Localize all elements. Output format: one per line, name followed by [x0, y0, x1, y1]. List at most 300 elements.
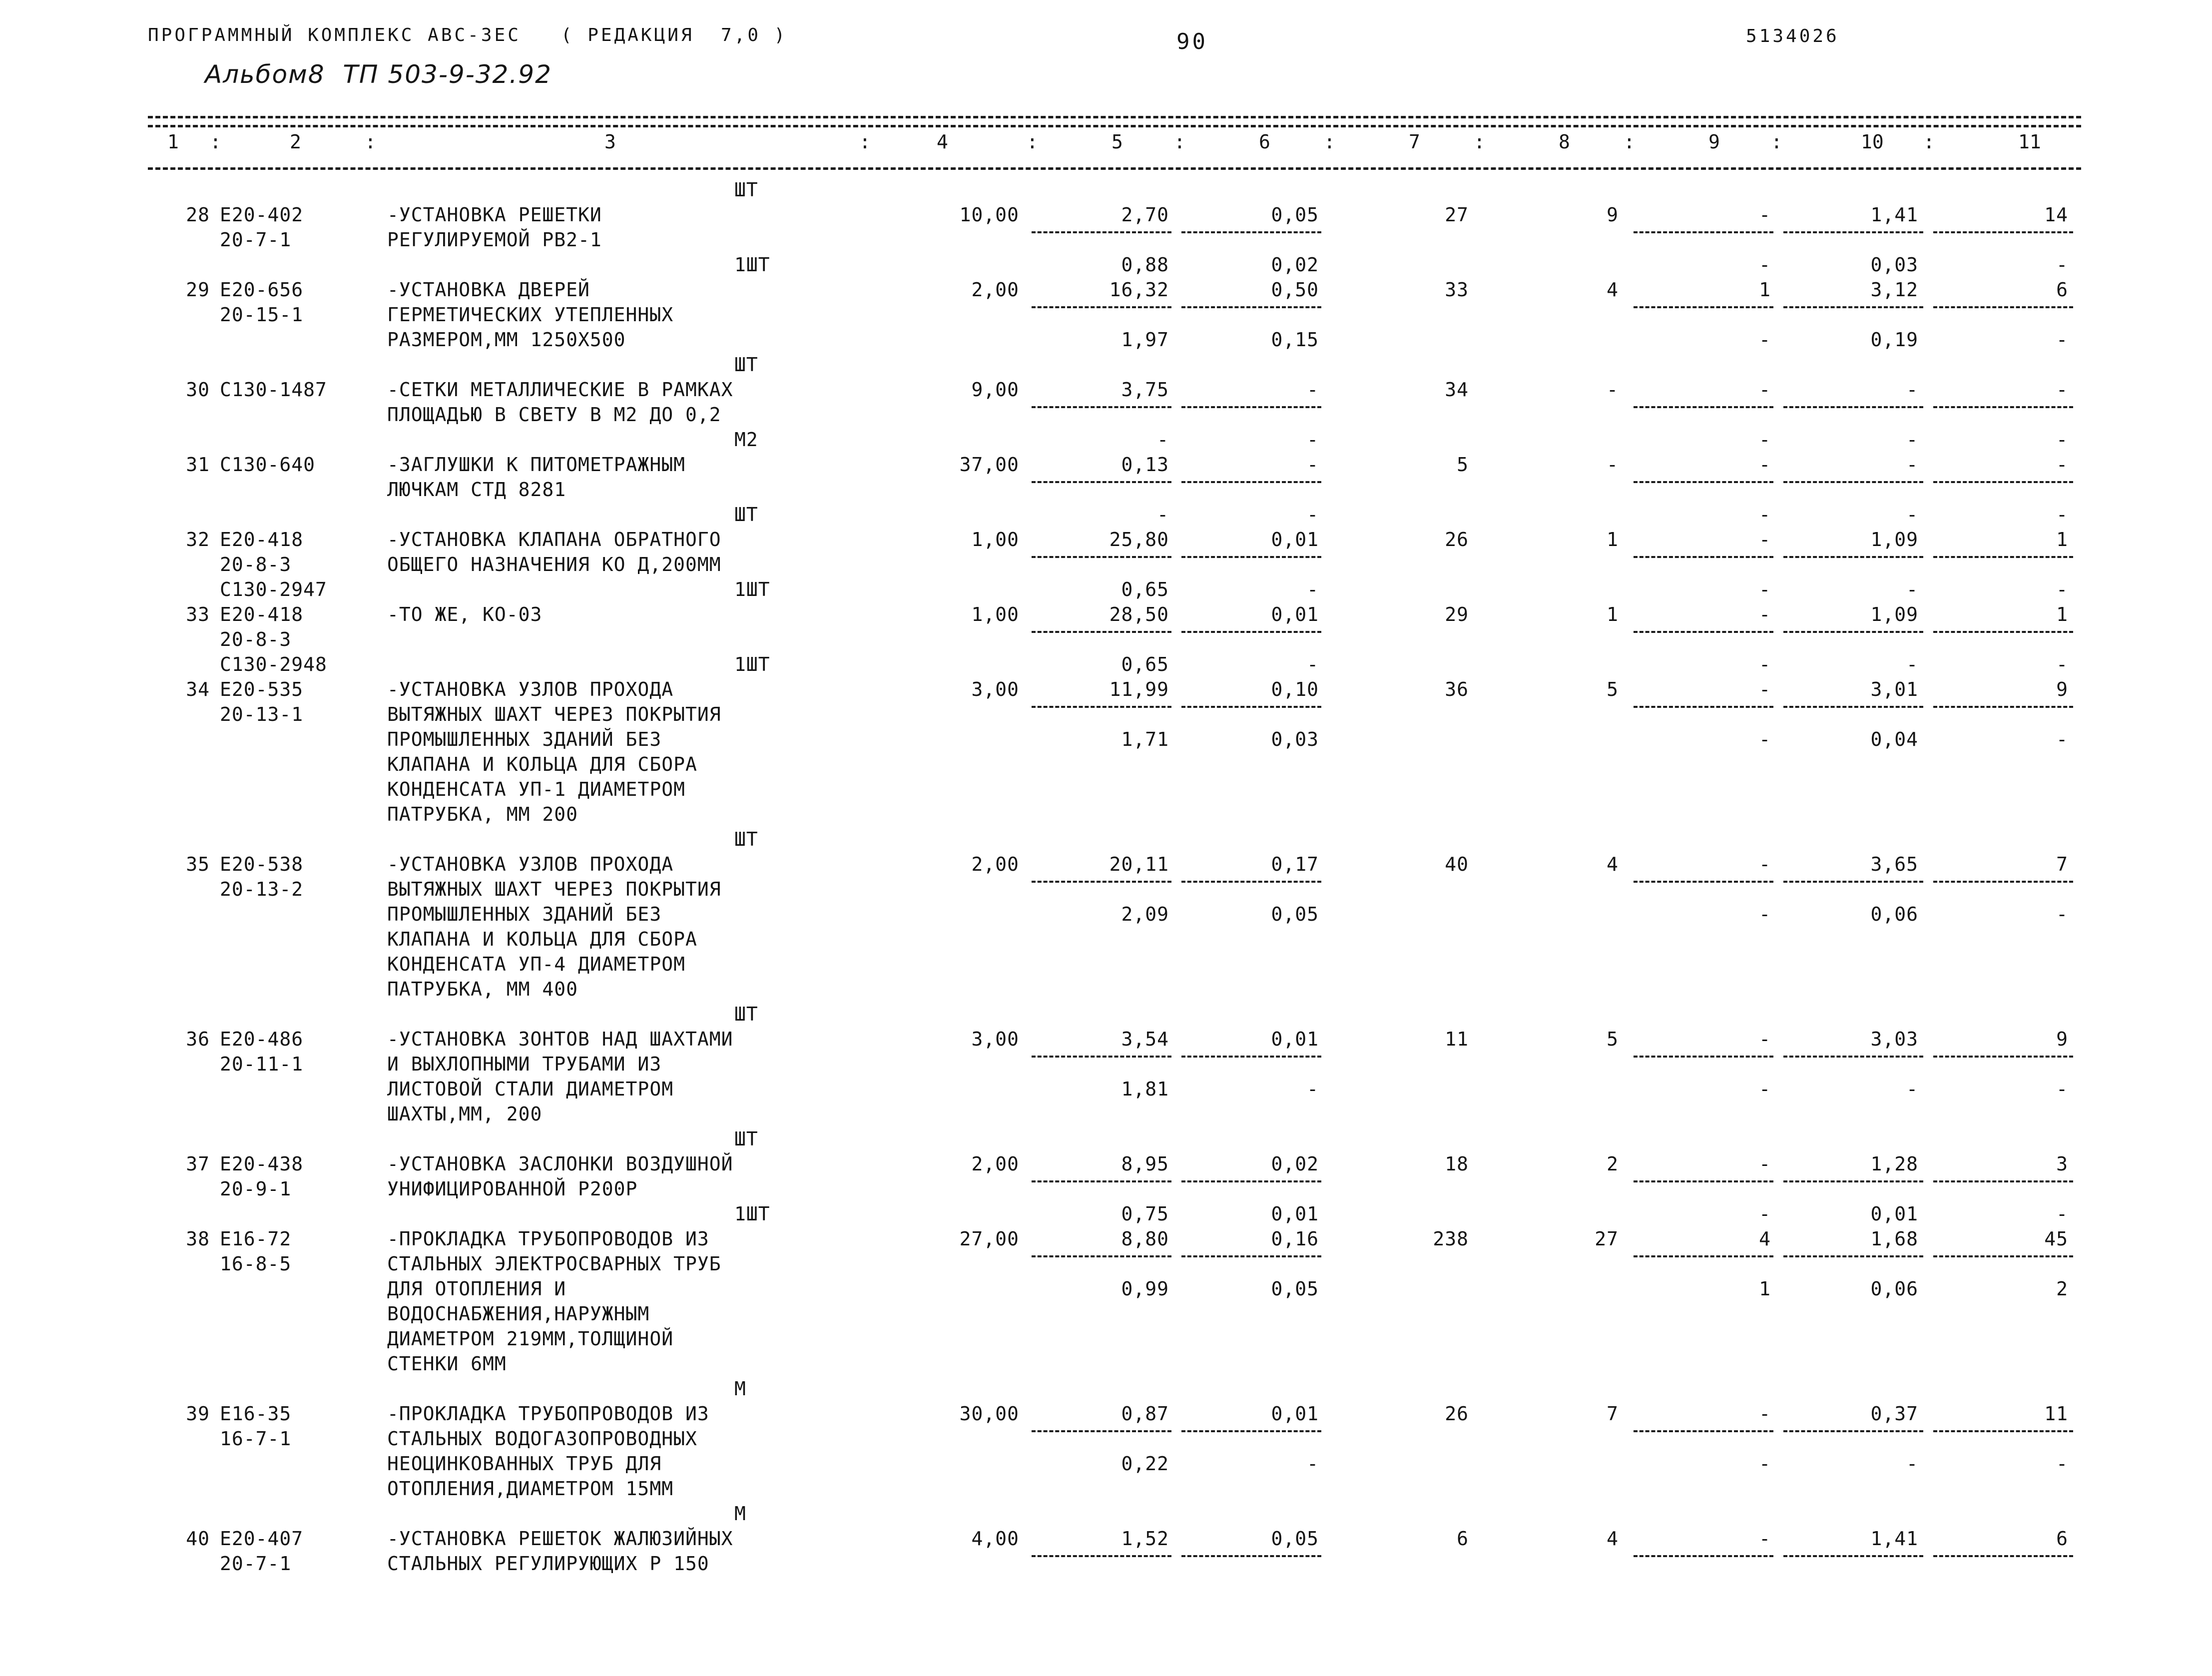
value-c9-denominator: -	[1759, 329, 1771, 351]
work-description: СТАЛЬНЫХ ЭЛЕКТРОСВАРНЫХ ТРУБ	[387, 1253, 721, 1275]
value-c11-numerator: -	[2056, 379, 2068, 401]
value-c5-numerator: 0,13	[1121, 454, 1169, 476]
value-c9-numerator: -	[1759, 529, 1771, 551]
value-c9-numerator: -	[1759, 1028, 1771, 1050]
fraction-line	[1032, 1430, 1171, 1432]
value-c5-denominator: -	[1157, 504, 1169, 526]
value-c6-denominator: 0,01	[1271, 1203, 1319, 1225]
column-separator: :	[1324, 131, 1335, 153]
value-c6-denominator: -	[1307, 429, 1319, 451]
column-separator: :	[1923, 131, 1935, 153]
value-c10-denominator: 0,06	[1870, 1278, 1918, 1300]
value-c6-denominator: -	[1307, 578, 1319, 600]
fraction-line	[1634, 406, 1773, 408]
work-description: СТАЛЬНЫХ ВОДОГАЗОПРОВОДНЫХ	[387, 1428, 697, 1450]
value-c10-numerator: 3,03	[1870, 1028, 1918, 1050]
fraction-line	[1032, 1180, 1171, 1182]
value-c8: -	[1607, 454, 1619, 476]
value-c11-denominator: -	[2056, 578, 2068, 600]
value-c10-numerator: 1,41	[1870, 1528, 1918, 1550]
fraction-line	[1181, 631, 1321, 633]
value-c5-denominator: 0,99	[1121, 1278, 1169, 1300]
value-c5-numerator: 3,54	[1121, 1028, 1169, 1050]
work-description: РАЗМЕРОМ,ММ 1250Х500	[387, 329, 626, 351]
value-c9-denominator: -	[1759, 653, 1771, 675]
value-c8: 4	[1607, 279, 1619, 301]
value-c9-denominator: -	[1759, 429, 1771, 451]
value-c6-numerator: -	[1307, 379, 1319, 401]
value-qty: 27,00	[959, 1228, 1019, 1250]
norm-code: С130-640	[220, 454, 316, 476]
value-qty: 10,00	[959, 204, 1019, 226]
column-header-11: 11	[2018, 131, 2041, 153]
fraction-line	[1181, 881, 1321, 883]
value-c9-denominator: -	[1759, 1078, 1771, 1100]
work-description: ВОДОСНАБЖЕНИЯ,НАРУЖНЫМ	[387, 1303, 650, 1325]
fraction-line	[1634, 881, 1773, 883]
fraction-line	[1634, 631, 1773, 633]
fraction-line	[1933, 231, 2073, 233]
work-description: ПАТРУБКА, ММ 200	[387, 803, 578, 825]
value-c11-denominator: -	[2056, 653, 2068, 675]
column-separator: :	[1027, 131, 1038, 153]
work-description: ОТОПЛЕНИЯ,ДИАМЕТРОМ 15ММ	[387, 1478, 674, 1500]
work-description: -СЕТКИ МЕТАЛЛИЧЕСКИЕ В РАМКАХ	[387, 379, 733, 401]
value-c5-denominator: 0,88	[1121, 254, 1169, 276]
column-header-8: 8	[1559, 131, 1570, 153]
value-c7: 33	[1445, 279, 1469, 301]
value-c10-denominator: -	[1906, 429, 1918, 451]
value-c5-numerator: 25,80	[1109, 529, 1169, 551]
value-qty: 1,00	[971, 529, 1019, 551]
fraction-line	[1634, 556, 1773, 558]
value-c10-numerator: 1,41	[1870, 204, 1918, 226]
value-qty: 9,00	[971, 379, 1019, 401]
value-c7: 5	[1457, 454, 1469, 476]
fraction-line	[1032, 481, 1171, 483]
fraction-line	[1181, 1056, 1321, 1058]
work-description: ВЫТЯЖНЫХ ШАХТ ЧЕРЕЗ ПОКРЫТИЯ	[387, 878, 721, 900]
column-separator: :	[1771, 131, 1782, 153]
fraction-line	[1783, 1430, 1923, 1432]
value-c10-denominator: 0,01	[1870, 1203, 1918, 1225]
value-c11-denominator: -	[2056, 329, 2068, 351]
fraction-line	[1783, 1555, 1923, 1557]
table-row	[0, 1201, 2212, 1376]
value-c7: 27	[1445, 204, 1469, 226]
value-c10-numerator: 1,09	[1870, 603, 1918, 625]
value-c6-numerator: 0,50	[1271, 279, 1319, 301]
value-c6-numerator: 0,01	[1271, 1028, 1319, 1050]
value-c10-denominator: -	[1906, 653, 1918, 675]
value-c6-denominator: 0,02	[1271, 254, 1319, 276]
norm-code: Е20-407	[220, 1528, 304, 1550]
value-c9-denominator: -	[1759, 504, 1771, 526]
work-description: -УСТАНОВКА РЕШЕТОК ЖАЛЮЗИЙНЫХ	[387, 1528, 733, 1550]
value-qty: 3,00	[971, 1028, 1019, 1050]
row-number: 31	[186, 454, 210, 476]
value-c9-numerator: -	[1759, 1153, 1771, 1175]
column-separator: :	[859, 131, 871, 153]
value-c5-denominator: -	[1157, 429, 1169, 451]
value-c6-numerator: 0,01	[1271, 529, 1319, 551]
fraction-line	[1933, 306, 2073, 308]
work-description: СТЕНКИ 6ММ	[387, 1353, 507, 1375]
unit-label: М	[734, 1378, 746, 1400]
row-number: 34	[186, 678, 210, 700]
value-c7: 26	[1445, 529, 1469, 551]
column-separator: :	[1174, 131, 1185, 153]
unit-label: 1ШТ	[734, 653, 770, 675]
row-number: 33	[186, 603, 210, 625]
column-header-6: 6	[1259, 131, 1270, 153]
page-number: 90	[1176, 29, 1208, 54]
value-c6-numerator: 0,16	[1271, 1228, 1319, 1250]
column-header-9: 9	[1708, 131, 1720, 153]
work-description: СТАЛЬНЫХ РЕГУЛИРУЮЩИХ Р 150	[387, 1553, 709, 1575]
value-c11-numerator: 3	[2056, 1153, 2068, 1175]
value-c9-numerator: -	[1759, 1528, 1771, 1550]
value-c9-denominator: 1	[1759, 1278, 1771, 1300]
value-c11-numerator: 6	[2056, 1528, 2068, 1550]
header-rule	[148, 125, 2081, 127]
work-description: И ВЫХЛОПНЫМИ ТРУБАМИ ИЗ	[387, 1053, 662, 1075]
fraction-line	[1181, 706, 1321, 708]
work-description: ВЫТЯЖНЫХ ШАХТ ЧЕРЕЗ ПОКРЫТИЯ	[387, 703, 721, 725]
row-number: 37	[186, 1153, 210, 1175]
unit-label: 1ШТ	[734, 1203, 770, 1225]
work-description: -УСТАНОВКА УЗЛОВ ПРОХОДА	[387, 853, 674, 875]
fraction-line	[1783, 1056, 1923, 1058]
program-header: ПРОГРАММНЫЙ КОМПЛЕКС АВС-3ЕС ( РЕДАКЦИЯ 7,0 )	[148, 25, 788, 45]
value-c6-denominator: -	[1307, 1453, 1319, 1475]
work-description: КЛАПАНА И КОЛЬЦА ДЛЯ СБОРА	[387, 928, 697, 950]
value-c10-denominator: -	[1906, 1078, 1918, 1100]
work-description: -УСТАНОВКА РЕШЕТКИ	[387, 204, 602, 226]
value-c9-numerator: -	[1759, 853, 1771, 875]
row-number: 29	[186, 279, 210, 301]
work-description: КОНДЕНСАТА УП-1 ДИАМЕТРОМ	[387, 778, 685, 800]
value-c5-numerator: 20,11	[1109, 853, 1169, 875]
value-c10-denominator: 0,19	[1870, 329, 1918, 351]
value-c11-numerator: 1	[2056, 529, 2068, 551]
work-description: ШАХТЫ,ММ, 200	[387, 1103, 543, 1125]
fraction-line	[1933, 556, 2073, 558]
fraction-line	[1634, 706, 1773, 708]
fraction-line	[1181, 1255, 1321, 1257]
fraction-line	[1181, 306, 1321, 308]
work-description: НЕОЦИНКОВАННЫХ ТРУБ ДЛЯ	[387, 1453, 662, 1475]
column-header-5: 5	[1111, 131, 1123, 153]
work-description: ПРОМЫШЛЕННЫХ ЗДАНИЙ БЕЗ	[387, 903, 662, 925]
table-row	[0, 652, 2212, 827]
fraction-line	[1181, 481, 1321, 483]
fraction-line	[1032, 881, 1171, 883]
norm-code: С130-1487	[220, 379, 327, 401]
value-c5-numerator: 16,32	[1109, 279, 1169, 301]
value-qty: 2,00	[971, 279, 1019, 301]
value-c5-numerator: 3,75	[1121, 379, 1169, 401]
value-c10-denominator: -	[1906, 578, 1918, 600]
fraction-line	[1181, 556, 1321, 558]
value-c5-denominator: 2,09	[1121, 903, 1169, 925]
value-c10-numerator: 3,01	[1870, 678, 1918, 700]
norm-code: 20-11-1	[220, 1053, 304, 1075]
fraction-line	[1181, 1180, 1321, 1182]
work-description: УНИФИЦИРОВАННОЙ Р200Р	[387, 1178, 638, 1200]
value-c11-denominator: -	[2056, 429, 2068, 451]
value-c5-numerator: 8,95	[1121, 1153, 1169, 1175]
value-c10-numerator: 3,12	[1870, 279, 1918, 301]
fraction-line	[1783, 1180, 1923, 1182]
work-description: КЛАПАНА И КОЛЬЦА ДЛЯ СБОРА	[387, 753, 697, 775]
work-description: ЛИСТОВОЙ СТАЛИ ДИАМЕТРОМ	[387, 1078, 674, 1100]
work-description: -ЗАГЛУШКИ К ПИТОМЕТРАЖНЫМ	[387, 454, 685, 476]
value-c11-numerator: 7	[2056, 853, 2068, 875]
norm-code: 20-8-3	[220, 628, 292, 650]
value-c5-denominator: 0,22	[1121, 1453, 1169, 1475]
value-c6-denominator: 0,03	[1271, 728, 1319, 750]
column-header-3: 3	[604, 131, 616, 153]
value-c10-numerator: 1,28	[1870, 1153, 1918, 1175]
value-c5-numerator: 8,80	[1121, 1228, 1169, 1250]
value-c8: 1	[1607, 603, 1619, 625]
value-c5-numerator: 2,70	[1121, 204, 1169, 226]
work-description: ОБЩЕГО НАЗНАЧЕНИЯ КО Д,200ММ	[387, 554, 721, 575]
value-c11-denominator: -	[2056, 1078, 2068, 1100]
value-c7: 34	[1445, 379, 1469, 401]
value-c8: 9	[1607, 204, 1619, 226]
fraction-line	[1032, 1255, 1171, 1257]
value-c6-numerator: 0,02	[1271, 1153, 1319, 1175]
value-c11-numerator: 14	[2044, 204, 2068, 226]
value-c8: 5	[1607, 1028, 1619, 1050]
unit-label: ШТ	[734, 504, 758, 526]
unit-label: ШТ	[734, 828, 758, 850]
value-c5-numerator: 0,87	[1121, 1403, 1169, 1425]
fraction-line	[1933, 481, 2073, 483]
fraction-line	[1181, 1555, 1321, 1557]
norm-code: Е16-72	[220, 1228, 292, 1250]
row-number: 39	[186, 1403, 210, 1425]
fraction-line	[1032, 306, 1171, 308]
row-number: 40	[186, 1528, 210, 1550]
work-description: -ПРОКЛАДКА ТРУБОПРОВОДОВ ИЗ	[387, 1228, 709, 1250]
value-c7: 40	[1445, 853, 1469, 875]
value-c9-numerator: -	[1759, 454, 1771, 476]
work-description: -УСТАНОВКА ЗОНТОВ НАД ШАХТАМИ	[387, 1028, 733, 1050]
value-qty: 30,00	[959, 1403, 1019, 1425]
value-c8: 5	[1607, 678, 1619, 700]
value-c11-numerator: 9	[2056, 678, 2068, 700]
value-c7: 238	[1433, 1228, 1469, 1250]
value-c6-numerator: 0,10	[1271, 678, 1319, 700]
unit-label: ШТ	[734, 354, 758, 376]
column-header-4: 4	[937, 131, 948, 153]
fraction-line	[1634, 481, 1773, 483]
value-c5-numerator: 11,99	[1109, 678, 1169, 700]
value-qty: 2,00	[971, 1153, 1019, 1175]
value-qty: 37,00	[959, 454, 1019, 476]
fraction-line	[1032, 406, 1171, 408]
norm-code: 16-8-5	[220, 1253, 292, 1275]
value-c5-denominator: 1,97	[1121, 329, 1169, 351]
value-c6-numerator: 0,01	[1271, 1403, 1319, 1425]
work-description: ПЛОЩАДЬЮ В СВЕТУ В М2 ДО 0,2	[387, 404, 721, 426]
column-separator: :	[365, 131, 376, 153]
value-c9-denominator: -	[1759, 728, 1771, 750]
value-c11-denominator: -	[2056, 1453, 2068, 1475]
fraction-line	[1783, 481, 1923, 483]
fraction-line	[1933, 1056, 2073, 1058]
fraction-line	[1783, 231, 1923, 233]
value-c11-numerator: 9	[2056, 1028, 2068, 1050]
value-c8: 2	[1607, 1153, 1619, 1175]
value-c9-denominator: -	[1759, 254, 1771, 276]
unit-label: М	[734, 1503, 746, 1525]
work-description: ПАТРУБКА, ММ 400	[387, 978, 578, 1000]
fraction-line	[1783, 706, 1923, 708]
value-c11-denominator: -	[2056, 1203, 2068, 1225]
value-c9-numerator: -	[1759, 379, 1771, 401]
work-description: ГЕРМЕТИЧЕСКИХ УТЕПЛЕННЫХ	[387, 304, 674, 326]
fraction-line	[1783, 881, 1923, 883]
value-c9-denominator: -	[1759, 1203, 1771, 1225]
norm-code: 20-8-3	[220, 554, 292, 575]
norm-code: Е20-486	[220, 1028, 304, 1050]
value-c5-numerator: 28,50	[1109, 603, 1169, 625]
fraction-line	[1933, 1255, 2073, 1257]
norm-code: 20-7-1	[220, 1553, 292, 1575]
value-c11-numerator: 11	[2044, 1403, 2068, 1425]
value-qty: 3,00	[971, 678, 1019, 700]
value-c10-numerator: -	[1906, 454, 1918, 476]
fraction-line	[1783, 306, 1923, 308]
fraction-line	[1032, 706, 1171, 708]
work-description: -ТО ЖЕ, КО-03	[387, 603, 543, 625]
work-description: ДЛЯ ОТОПЛЕНИЯ И	[387, 1278, 566, 1300]
fraction-line	[1032, 231, 1171, 233]
fraction-line	[1032, 631, 1171, 633]
work-description: РЕГУЛИРУЕМОЙ РВ2-1	[387, 229, 602, 251]
fraction-line	[1634, 1255, 1773, 1257]
row-number: 32	[186, 529, 210, 551]
work-description: КОНДЕНСАТА УП-4 ДИАМЕТРОМ	[387, 953, 685, 975]
fraction-line	[1634, 1180, 1773, 1182]
value-c10-numerator: 0,37	[1870, 1403, 1918, 1425]
value-c9-denominator: -	[1759, 1453, 1771, 1475]
value-c6-numerator: 0,17	[1271, 853, 1319, 875]
fraction-line	[1634, 231, 1773, 233]
value-c7: 36	[1445, 678, 1469, 700]
row-number: 35	[186, 853, 210, 875]
fraction-line	[1933, 406, 2073, 408]
norm-code: Е20-656	[220, 279, 304, 301]
norm-code: С130-2947	[220, 578, 327, 600]
value-c7: 29	[1445, 603, 1469, 625]
value-c6-denominator: -	[1307, 653, 1319, 675]
top-rule	[148, 116, 2081, 118]
value-c9-numerator: 1	[1759, 279, 1771, 301]
norm-code: 16-7-1	[220, 1428, 292, 1450]
row-number: 36	[186, 1028, 210, 1050]
fraction-line	[1783, 1255, 1923, 1257]
fraction-line	[1933, 1430, 2073, 1432]
value-c9-denominator: -	[1759, 578, 1771, 600]
value-c6-numerator: 0,05	[1271, 1528, 1319, 1550]
value-c10-numerator: 3,65	[1870, 853, 1918, 875]
fraction-line	[1181, 1430, 1321, 1432]
fraction-line	[1634, 1056, 1773, 1058]
fraction-line	[1933, 706, 2073, 708]
value-c7: 11	[1445, 1028, 1469, 1050]
column-separator: :	[1474, 131, 1485, 153]
value-c8: 27	[1595, 1228, 1619, 1250]
fraction-line	[1032, 1555, 1171, 1557]
norm-code: Е20-418	[220, 529, 304, 551]
column-separator: :	[1624, 131, 1635, 153]
fraction-line	[1634, 1555, 1773, 1557]
value-c5-denominator: 0,65	[1121, 578, 1169, 600]
fraction-line	[1032, 556, 1171, 558]
value-c8: 1	[1607, 529, 1619, 551]
norm-code: 20-9-1	[220, 1178, 292, 1200]
value-c10-denominator: 0,06	[1870, 903, 1918, 925]
value-c10-denominator: -	[1906, 1453, 1918, 1475]
value-c9-numerator: -	[1759, 1403, 1771, 1425]
value-c6-denominator: -	[1307, 504, 1319, 526]
table-row	[0, 827, 2212, 1002]
value-qty: 2,00	[971, 853, 1019, 875]
unit-label: 1ШТ	[734, 254, 770, 276]
value-qty: 1,00	[971, 603, 1019, 625]
fraction-line	[1933, 1180, 2073, 1182]
value-c5-denominator: 0,75	[1121, 1203, 1169, 1225]
fraction-line	[1783, 631, 1923, 633]
value-c9-numerator: -	[1759, 603, 1771, 625]
unit-label: ШТ	[734, 179, 758, 201]
value-c8: 4	[1607, 1528, 1619, 1550]
norm-code: 20-13-2	[220, 878, 304, 900]
value-c9-numerator: 4	[1759, 1228, 1771, 1250]
value-c10-numerator: 1,09	[1870, 529, 1918, 551]
column-header-10: 10	[1861, 131, 1884, 153]
unit-label: 1ШТ	[734, 578, 770, 600]
unit-label: М2	[734, 429, 758, 451]
value-c11-denominator: -	[2056, 254, 2068, 276]
value-c9-denominator: -	[1759, 903, 1771, 925]
row-number: 38	[186, 1228, 210, 1250]
fraction-line	[1783, 406, 1923, 408]
value-c11-numerator: 1	[2056, 603, 2068, 625]
norm-code: Е20-402	[220, 204, 304, 226]
work-description: -УСТАНОВКА КЛАПАНА ОБРАТНОГО	[387, 529, 721, 551]
table-row	[0, 1501, 2212, 1676]
fraction-line	[1181, 231, 1321, 233]
fraction-line	[1032, 1056, 1171, 1058]
work-description: ДИАМЕТРОМ 219ММ,ТОЛЩИНОЙ	[387, 1328, 674, 1350]
work-description: -УСТАНОВКА ДВЕРЕЙ	[387, 279, 590, 301]
value-c10-numerator: 1,68	[1870, 1228, 1918, 1250]
value-c5-denominator: 1,71	[1121, 728, 1169, 750]
fraction-line	[1634, 1430, 1773, 1432]
work-description: -УСТАНОВКА ЗАСЛОНКИ ВОЗДУШНОЙ	[387, 1153, 733, 1175]
norm-code: С130-2948	[220, 653, 327, 675]
value-c8: 4	[1607, 853, 1619, 875]
work-description: -УСТАНОВКА УЗЛОВ ПРОХОДА	[387, 678, 674, 700]
norm-code: Е20-538	[220, 853, 304, 875]
value-c5-denominator: 1,81	[1121, 1078, 1169, 1100]
